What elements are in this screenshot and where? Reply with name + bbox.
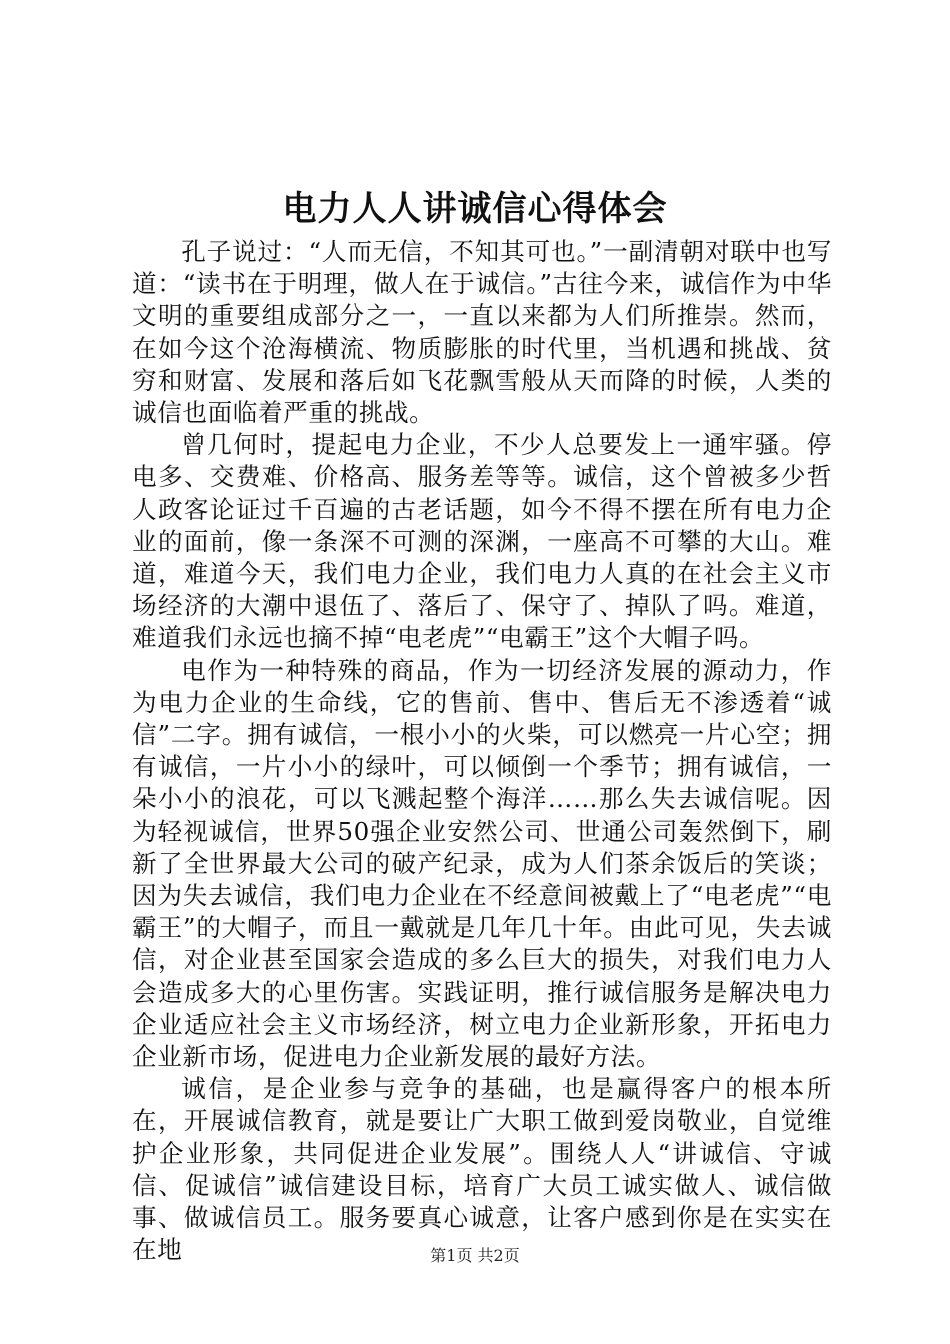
paragraph-2: 曾几何时，提起电力企业，不少人总要发上一通牢骚。停电多、交费难、价格高、服务差等等。诚信，这个曾被多少哲人政客论证过千百遍的古老话题，如今不得不摆在所有电力企业的面前，像一条深不可测的深渊，一座高不可攀的大山。难道，难道今天，我们电力企业，我们电力人真的在社会主义市场经济的大潮中退伍了、落后了、保守了、掉队了吗。难道，难道我们永远也摘不掉“电老虎”“电霸王”这个大帽子吗。 [132, 430, 832, 653]
paragraph-4: 诚信，是企业参与竞争的基础，也是赢得客户的根本所在，开展诚信教育，就是要让广大职工做到爱岗敬业，自觉维护企业形象，共同促进企业发展”。围绕人人“讲诚信、守诚信、促诚信”诚信建设目标，培育广大员工诚实做人、诚信做事、做诚信员工。服务要真心诚意，让客户感到你是在实实在在地 [132, 1074, 832, 1265]
document-title: 电力人人讲诚信心得体会 [282, 189, 668, 229]
document-body [132, 236, 832, 1267]
page-footer: 第1页 共2页 [430, 1246, 520, 1265]
paragraph-1: 孔子说过：“人而无信，不知其可也。”一副清朝对联中也写道：“读书在于明理，做人在于诚信。”古往今来，诚信作为中华文明的重要组成部分之一，一直以来都为人们所推崇。然而，在如今这个沧海横流、物质膨胀的时代里，当机遇和挑战、贫穷和财富、发展和落后如飞花飘雪般从天而降的时候，人类的诚信也面临着严重的挑战。 [132, 237, 832, 428]
paragraph-3: 电作为一种特殊的商品，作为一切经济发展的源动力，作为电力企业的生命线，它的售前、售中、售后无不渗透着“诚信”二字。拥有诚信，一根小小的火柴，可以燃亮一片心空；拥有诚信，一片小小的绿叶，可以倾倒一个季节；拥有诚信，一朵小小的浪花，可以飞溅起整个海洋……那么失去诚信呢。因为轻视诚信，世界50强企业安然公司、世通公司轰然倒下，刷新了全世界最大公司的破产纪录，成为人们茶余饭后的笑谈；因为失去诚信，我们电力企业在不经意间被戴上了“电老虎”“电霸王”的大帽子，而且一戴就是几年几十年。由此可见，失去诚信，对企业甚至国家会造成的多么巨大的损失，对我们电力人会造成多大的心里伤害。实践证明，推行诚信服务是解决电力企业适应社会主义市场经济，树立电力企业新形象，开拓电力企业新市场，促进电力企业新发展的最好方法。 [132, 655, 832, 1072]
